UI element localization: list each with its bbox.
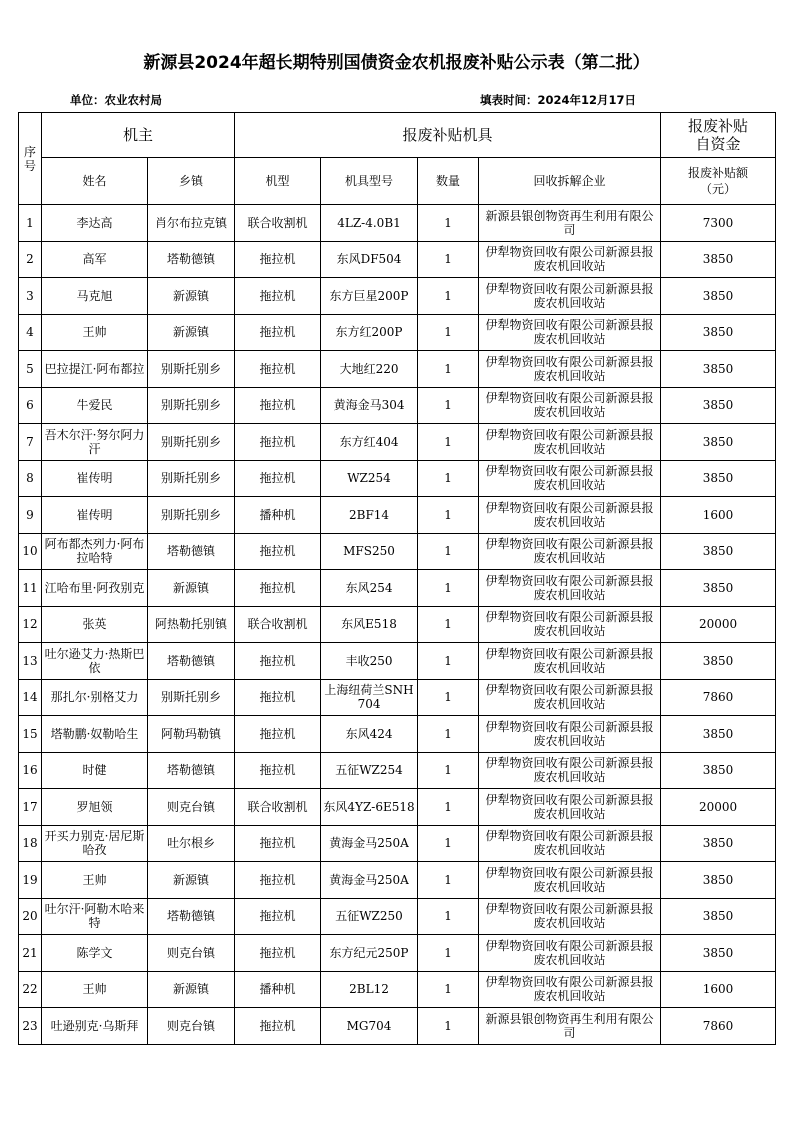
header-funds-group: 报废补贴 自资金 [661, 113, 776, 158]
cell-quantity: 1 [418, 241, 479, 278]
cell-seq: 9 [19, 497, 42, 534]
cell-recycler: 伊犁物资回收有限公司新源县报废农机回收站 [479, 533, 661, 570]
cell-name: 王帅 [42, 314, 148, 351]
header-seq [19, 113, 42, 205]
cell-quantity: 1 [418, 533, 479, 570]
cell-seq: 2 [19, 241, 42, 278]
cell-seq: 19 [19, 862, 42, 899]
cell-name: 吐尔逊艾力·热斯巴依 [42, 643, 148, 680]
cell-quantity: 1 [418, 679, 479, 716]
cell-machine-type: 播种机 [235, 971, 321, 1008]
cell-machine-type: 拖拉机 [235, 278, 321, 315]
cell-quantity: 1 [418, 606, 479, 643]
cell-seq: 22 [19, 971, 42, 1008]
cell-machine-type: 拖拉机 [235, 533, 321, 570]
cell-town: 别斯托别乡 [148, 497, 235, 534]
table-row [19, 825, 776, 862]
cell-amount: 1600 [661, 497, 776, 534]
cell-quantity: 1 [418, 971, 479, 1008]
cell-machine-type: 拖拉机 [235, 241, 321, 278]
cell-recycler: 伊犁物资回收有限公司新源县报废农机回收站 [479, 460, 661, 497]
header-quantity: 数量 [418, 158, 479, 205]
cell-machine-type: 联合收割机 [235, 205, 321, 242]
cell-recycler: 伊犁物资回收有限公司新源县报废农机回收站 [479, 679, 661, 716]
header-row-2 [19, 158, 776, 205]
table-row [19, 971, 776, 1008]
table-row [19, 314, 776, 351]
cell-seq: 17 [19, 789, 42, 826]
cell-amount: 3850 [661, 898, 776, 935]
cell-model: WZ254 [321, 460, 418, 497]
cell-recycler: 伊犁物资回收有限公司新源县报废农机回收站 [479, 497, 661, 534]
cell-quantity: 1 [418, 314, 479, 351]
filled-date: 填表时间：2024年12月17日 [480, 93, 637, 107]
cell-amount: 3850 [661, 387, 776, 424]
cell-town: 则克台镇 [148, 935, 235, 972]
cell-amount: 3850 [661, 825, 776, 862]
cell-machine-type: 联合收割机 [235, 606, 321, 643]
cell-model: 2BF14 [321, 497, 418, 534]
table-row [19, 205, 776, 242]
header-machine-group: 报废补贴机具 [235, 113, 661, 158]
cell-recycler: 伊犁物资回收有限公司新源县报废农机回收站 [479, 862, 661, 899]
cell-name: 崔传明 [42, 497, 148, 534]
cell-model: 上海纽荷兰SNH704 [321, 679, 418, 716]
cell-name: 吾木尔汗·努尔阿力汗 [42, 424, 148, 461]
cell-machine-type: 拖拉机 [235, 825, 321, 862]
cell-town: 别斯托别乡 [148, 679, 235, 716]
page-title: 新源县2024年超长期特别国债资金农机报废补贴公示表（第二批） [143, 53, 650, 73]
cell-amount: 3850 [661, 935, 776, 972]
cell-town: 塔勒德镇 [148, 752, 235, 789]
table-row [19, 643, 776, 680]
cell-machine-type: 拖拉机 [235, 643, 321, 680]
cell-model: 大地红220 [321, 351, 418, 388]
cell-town: 别斯托别乡 [148, 351, 235, 388]
cell-model: 东风DF504 [321, 241, 418, 278]
cell-recycler: 新源县银创物资再生利用有限公司 [479, 205, 661, 242]
table-row [19, 241, 776, 278]
cell-name: 高军 [42, 241, 148, 278]
cell-machine-type: 拖拉机 [235, 679, 321, 716]
cell-town: 塔勒德镇 [148, 241, 235, 278]
header-recycler: 回收拆解企业 [479, 158, 661, 205]
unit-label: 单位：农业农村局 [70, 93, 162, 107]
cell-machine-type: 拖拉机 [235, 424, 321, 461]
cell-model: 东方红404 [321, 424, 418, 461]
cell-model: 东风424 [321, 716, 418, 753]
cell-amount: 3850 [661, 752, 776, 789]
cell-model: 东风4YZ-6E518 [321, 789, 418, 826]
cell-quantity: 1 [418, 789, 479, 826]
cell-name: 牛爱民 [42, 387, 148, 424]
cell-model: 黄海金马304 [321, 387, 418, 424]
cell-recycler: 伊犁物资回收有限公司新源县报废农机回收站 [479, 898, 661, 935]
cell-model: 黄海金马250A [321, 825, 418, 862]
cell-model: 五征WZ254 [321, 752, 418, 789]
table-row [19, 752, 776, 789]
cell-seq: 3 [19, 278, 42, 315]
cell-machine-type: 拖拉机 [235, 898, 321, 935]
cell-recycler: 伊犁物资回收有限公司新源县报废农机回收站 [479, 716, 661, 753]
cell-name: 张英 [42, 606, 148, 643]
cell-quantity: 1 [418, 278, 479, 315]
cell-seq: 10 [19, 533, 42, 570]
cell-name: 罗旭领 [42, 789, 148, 826]
table-row [19, 278, 776, 315]
cell-recycler: 伊犁物资回收有限公司新源县报废农机回收站 [479, 825, 661, 862]
cell-amount: 3850 [661, 278, 776, 315]
cell-amount: 3850 [661, 424, 776, 461]
cell-seq: 1 [19, 205, 42, 242]
cell-name: 那扎尔·别格艾力 [42, 679, 148, 716]
cell-quantity: 1 [418, 205, 479, 242]
cell-name: 李达高 [42, 205, 148, 242]
header-model: 机具型号 [321, 158, 418, 205]
cell-town: 别斯托别乡 [148, 424, 235, 461]
cell-machine-type: 拖拉机 [235, 460, 321, 497]
cell-name: 开买力别克·居尼斯哈孜 [42, 825, 148, 862]
cell-seq: 5 [19, 351, 42, 388]
cell-name: 吐尔汗·阿勒木哈来特 [42, 898, 148, 935]
cell-amount: 3850 [661, 314, 776, 351]
cell-model: 五征WZ250 [321, 898, 418, 935]
cell-quantity: 1 [418, 898, 479, 935]
cell-amount: 1600 [661, 971, 776, 1008]
cell-town: 塔勒德镇 [148, 898, 235, 935]
subsidy-table [18, 112, 776, 1045]
cell-amount: 3850 [661, 570, 776, 607]
table-row [19, 570, 776, 607]
cell-amount: 20000 [661, 789, 776, 826]
table-body [19, 205, 776, 1045]
cell-model: 东风254 [321, 570, 418, 607]
cell-seq: 11 [19, 570, 42, 607]
table-row [19, 679, 776, 716]
cell-name: 巴拉提江·阿布都拉 [42, 351, 148, 388]
cell-town: 肖尔布拉克镇 [148, 205, 235, 242]
cell-recycler: 伊犁物资回收有限公司新源县报废农机回收站 [479, 278, 661, 315]
cell-machine-type: 拖拉机 [235, 351, 321, 388]
cell-town: 新源镇 [148, 570, 235, 607]
cell-machine-type: 拖拉机 [235, 570, 321, 607]
cell-model: 东方纪元250P [321, 935, 418, 972]
cell-amount: 3850 [661, 351, 776, 388]
header-name: 姓名 [42, 158, 148, 205]
cell-recycler: 新源县银创物资再生利用有限公司 [479, 1008, 661, 1045]
header-town: 乡镇 [148, 158, 235, 205]
cell-recycler: 伊犁物资回收有限公司新源县报废农机回收站 [479, 424, 661, 461]
cell-quantity: 1 [418, 1008, 479, 1045]
cell-model: MG704 [321, 1008, 418, 1045]
cell-quantity: 1 [418, 716, 479, 753]
cell-quantity: 1 [418, 351, 479, 388]
cell-seq: 4 [19, 314, 42, 351]
cell-amount: 3850 [661, 241, 776, 278]
cell-name: 马克旭 [42, 278, 148, 315]
cell-machine-type: 拖拉机 [235, 387, 321, 424]
cell-seq: 21 [19, 935, 42, 972]
cell-name: 王帅 [42, 971, 148, 1008]
cell-amount: 3850 [661, 862, 776, 899]
cell-town: 新源镇 [148, 971, 235, 1008]
cell-quantity: 1 [418, 424, 479, 461]
table-row [19, 1008, 776, 1045]
cell-recycler: 伊犁物资回收有限公司新源县报废农机回收站 [479, 314, 661, 351]
cell-machine-type: 联合收割机 [235, 789, 321, 826]
cell-name: 陈学文 [42, 935, 148, 972]
cell-model: MFS250 [321, 533, 418, 570]
table-row [19, 606, 776, 643]
cell-quantity: 1 [418, 497, 479, 534]
cell-machine-type: 拖拉机 [235, 314, 321, 351]
table-row [19, 424, 776, 461]
table-row [19, 862, 776, 899]
cell-seq: 6 [19, 387, 42, 424]
cell-recycler: 伊犁物资回收有限公司新源县报废农机回收站 [479, 570, 661, 607]
table-row [19, 789, 776, 826]
cell-quantity: 1 [418, 862, 479, 899]
cell-town: 塔勒德镇 [148, 533, 235, 570]
cell-town: 则克台镇 [148, 1008, 235, 1045]
cell-amount: 3850 [661, 460, 776, 497]
cell-recycler: 伊犁物资回收有限公司新源县报废农机回收站 [479, 351, 661, 388]
header-row-1 [19, 113, 776, 158]
cell-name: 王帅 [42, 862, 148, 899]
cell-name: 江哈布里·阿孜别克 [42, 570, 148, 607]
cell-amount: 3850 [661, 533, 776, 570]
cell-name: 阿布都杰列力·阿布拉哈特 [42, 533, 148, 570]
cell-recycler: 伊犁物资回收有限公司新源县报废农机回收站 [479, 935, 661, 972]
cell-seq: 18 [19, 825, 42, 862]
table-row [19, 351, 776, 388]
cell-town: 新源镇 [148, 314, 235, 351]
cell-amount: 7860 [661, 1008, 776, 1045]
cell-seq: 23 [19, 1008, 42, 1045]
cell-amount: 3850 [661, 716, 776, 753]
cell-town: 新源镇 [148, 278, 235, 315]
cell-model: 2BL12 [321, 971, 418, 1008]
header-machine-type: 机型 [235, 158, 321, 205]
cell-recycler: 伊犁物资回收有限公司新源县报废农机回收站 [479, 241, 661, 278]
cell-recycler: 伊犁物资回收有限公司新源县报废农机回收站 [479, 606, 661, 643]
cell-machine-type: 拖拉机 [235, 1008, 321, 1045]
cell-model: 4LZ-4.0B1 [321, 205, 418, 242]
cell-recycler: 伊犁物资回收有限公司新源县报废农机回收站 [479, 387, 661, 424]
cell-name: 时健 [42, 752, 148, 789]
cell-machine-type: 拖拉机 [235, 862, 321, 899]
cell-machine-type: 拖拉机 [235, 935, 321, 972]
cell-seq: 8 [19, 460, 42, 497]
cell-model: 东风E518 [321, 606, 418, 643]
cell-recycler: 伊犁物资回收有限公司新源县报废农机回收站 [479, 971, 661, 1008]
cell-town: 阿热勒托别镇 [148, 606, 235, 643]
cell-seq: 16 [19, 752, 42, 789]
cell-recycler: 伊犁物资回收有限公司新源县报废农机回收站 [479, 752, 661, 789]
cell-name: 吐逊别克·乌斯拜 [42, 1008, 148, 1045]
cell-amount: 20000 [661, 606, 776, 643]
cell-amount: 7300 [661, 205, 776, 242]
cell-model: 东方红200P [321, 314, 418, 351]
cell-recycler: 伊犁物资回收有限公司新源县报废农机回收站 [479, 643, 661, 680]
cell-seq: 13 [19, 643, 42, 680]
table-row [19, 898, 776, 935]
cell-town: 则克台镇 [148, 789, 235, 826]
header-seq-text: 序 号 [23, 144, 36, 173]
cell-seq: 7 [19, 424, 42, 461]
cell-town: 阿勒玛勒镇 [148, 716, 235, 753]
cell-town: 新源镇 [148, 862, 235, 899]
cell-seq: 15 [19, 716, 42, 753]
cell-quantity: 1 [418, 643, 479, 680]
cell-quantity: 1 [418, 460, 479, 497]
cell-quantity: 1 [418, 935, 479, 972]
cell-name: 塔勒鹏·奴勒哈生 [42, 716, 148, 753]
cell-name: 崔传明 [42, 460, 148, 497]
cell-model: 东方巨星200P [321, 278, 418, 315]
table-row [19, 716, 776, 753]
cell-model: 丰收250 [321, 643, 418, 680]
cell-town: 别斯托别乡 [148, 387, 235, 424]
cell-town: 塔勒德镇 [148, 643, 235, 680]
cell-seq: 12 [19, 606, 42, 643]
cell-seq: 14 [19, 679, 42, 716]
cell-seq: 20 [19, 898, 42, 935]
table-row [19, 533, 776, 570]
cell-amount: 3850 [661, 643, 776, 680]
table-row [19, 460, 776, 497]
table-row [19, 387, 776, 424]
header-amount: 报废补贴额 （元） [661, 158, 776, 205]
table-row [19, 497, 776, 534]
cell-machine-type: 拖拉机 [235, 716, 321, 753]
cell-quantity: 1 [418, 387, 479, 424]
cell-model: 黄海金马250A [321, 862, 418, 899]
cell-amount: 7860 [661, 679, 776, 716]
cell-quantity: 1 [418, 570, 479, 607]
header-owner-group: 机主 [42, 113, 235, 158]
cell-recycler: 伊犁物资回收有限公司新源县报废农机回收站 [479, 789, 661, 826]
table-row [19, 935, 776, 972]
cell-quantity: 1 [418, 752, 479, 789]
cell-town: 别斯托别乡 [148, 460, 235, 497]
cell-quantity: 1 [418, 825, 479, 862]
cell-machine-type: 播种机 [235, 497, 321, 534]
cell-town: 吐尔根乡 [148, 825, 235, 862]
cell-machine-type: 拖拉机 [235, 752, 321, 789]
